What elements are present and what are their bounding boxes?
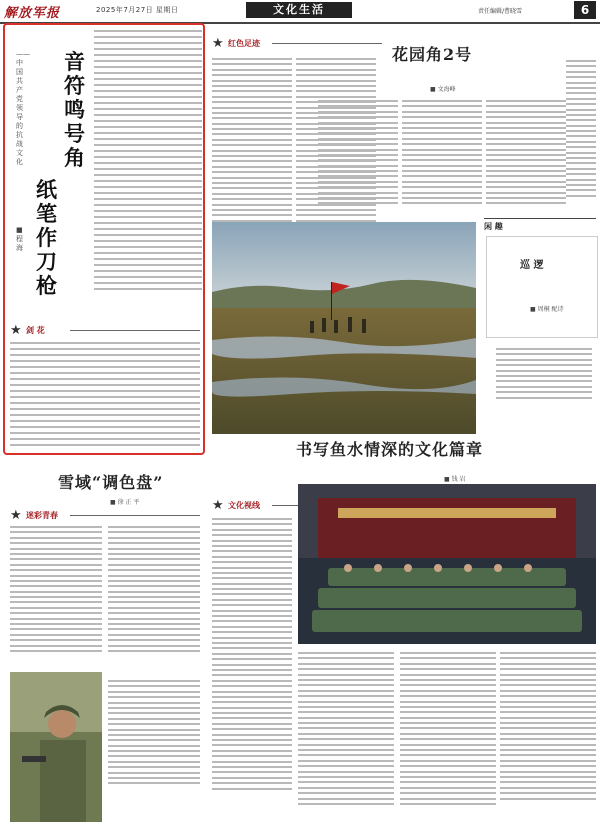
garden-title: 花园角2号	[392, 45, 473, 64]
divider	[70, 515, 200, 516]
fish-water-title: 书写鱼水情深的文化篇章	[296, 440, 484, 459]
issue-date: 2025年7月27日 星期日	[96, 6, 179, 14]
leisure-label: 闲 趣	[484, 221, 503, 231]
culture-lines-2	[298, 652, 394, 808]
culture-lines-1	[212, 518, 292, 793]
red-footprints-bar	[212, 36, 382, 51]
camo-youth-label: 迷彩青春	[26, 511, 58, 520]
garden-lines-3	[486, 100, 566, 208]
divider	[70, 330, 200, 331]
red-footprints-label: 红色足迹	[228, 39, 260, 48]
youth-lines-3	[108, 680, 200, 788]
divider	[272, 43, 382, 44]
snow-palette-title: 雪域“调色盘”	[58, 473, 164, 492]
youth-lines-1	[10, 526, 102, 655]
sword-flower-bar	[10, 323, 200, 338]
sword-flower-label: 剑 花	[26, 326, 45, 335]
garden-lines-2	[402, 100, 482, 208]
star-icon: ★	[10, 508, 22, 523]
article-body-lines-bottom	[10, 342, 200, 450]
patrol-poem-lines	[496, 348, 592, 402]
article-author: ■ 程 海	[16, 226, 23, 252]
article-title-part1: 音符鸣号角	[64, 49, 85, 170]
culture-lines-3	[400, 652, 496, 808]
culture-view-label: 文化视线	[228, 501, 260, 510]
garden-lines-4	[566, 60, 596, 200]
photo-graphic	[212, 222, 476, 434]
soldier-portrait-photo	[10, 672, 102, 822]
page-header	[0, 0, 600, 24]
patrol-author: ■ 周桐 配诗	[530, 306, 564, 313]
garden-lines-1	[318, 100, 398, 208]
patrol-cartoon-frame	[486, 236, 598, 338]
patrol-title: 巡 逻	[520, 260, 544, 271]
stage-graphic	[298, 484, 596, 644]
fish-water-author: ■ 钱 岩	[444, 476, 466, 483]
masthead-logo: 解放军报	[4, 6, 61, 21]
star-icon: ★	[212, 498, 224, 513]
section-title: 文化生活	[246, 2, 352, 18]
star-icon: ★	[212, 36, 224, 51]
portrait-graphic	[10, 672, 102, 822]
group-stage-photo	[298, 484, 596, 644]
camo-youth-bar	[10, 508, 200, 523]
article-body-lines-top	[94, 30, 202, 294]
article-subtitle: ——中国共产党领导的抗战文化	[16, 50, 30, 166]
star-icon: ★	[10, 323, 22, 338]
snow-author: ■ 徐 正 平	[110, 499, 140, 506]
culture-lines-4	[500, 652, 596, 803]
garden-author: ■ 文海峰	[430, 86, 456, 93]
leisure-bar	[484, 218, 596, 231]
article-title-part2: 纸笔作刀枪	[36, 177, 57, 298]
editor-credit: 责任编辑/曹晓雪	[478, 8, 523, 15]
soldiers-grassland-photo	[212, 222, 476, 434]
youth-lines-2	[108, 526, 200, 655]
page-number: 6	[574, 1, 596, 19]
